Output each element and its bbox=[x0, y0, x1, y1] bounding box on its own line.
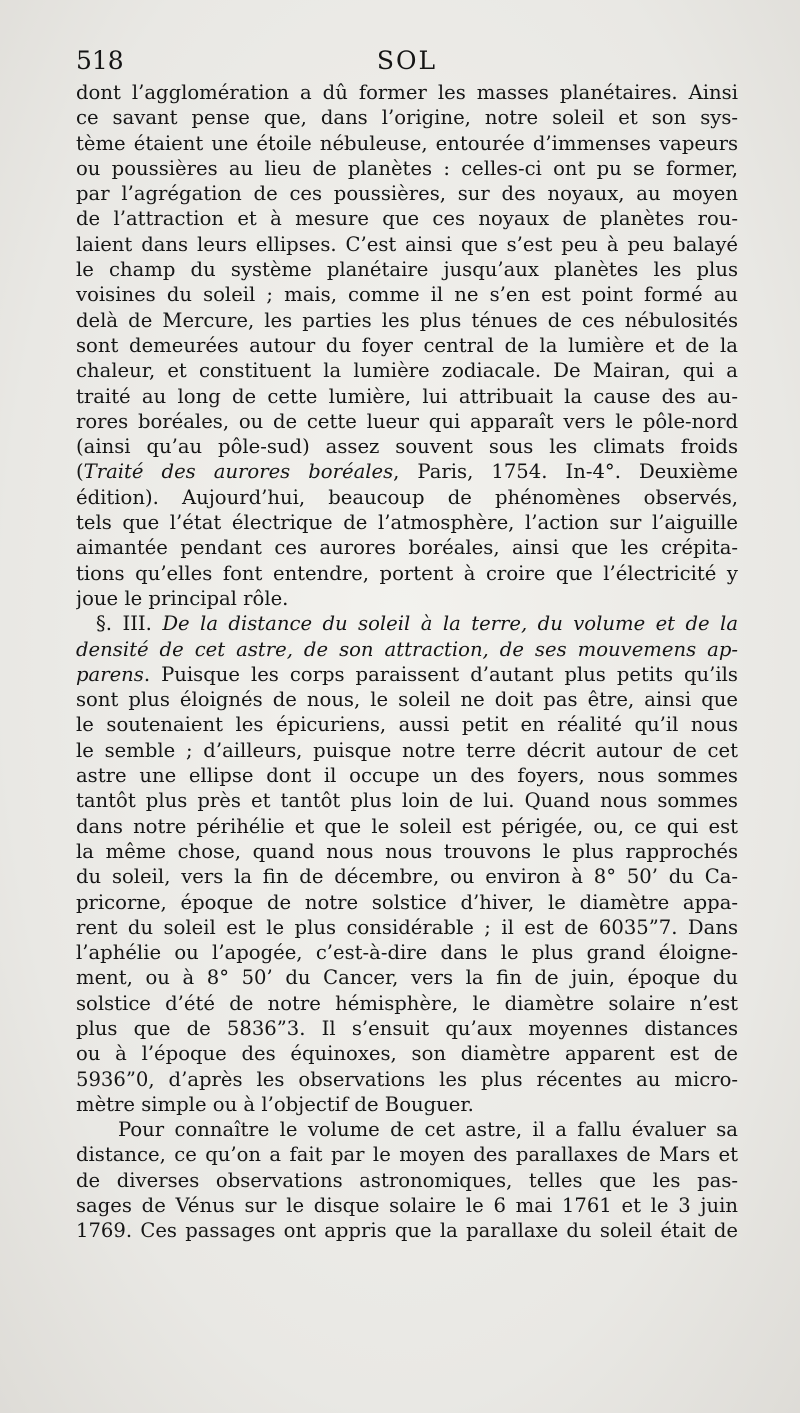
text-line: rent du soleil est le plus considérable ; il est de 6035”7. Dans bbox=[76, 915, 738, 939]
text-line: solstice d’été de notre hémisphère, le diamètre solaire n’est bbox=[76, 991, 738, 1015]
text-line: (ainsi qu’au pôle-sud) assez souvent sous les climats froids bbox=[76, 435, 738, 459]
text-line: le soutenaient les épicuriens, aussi petit en réalité qu’il nous bbox=[76, 713, 738, 737]
text-line: astre une ellipse dont il occupe un des foyers, nous sommes bbox=[76, 764, 738, 788]
text-line: voisines du soleil ; mais, comme il ne s’en est point formé au bbox=[76, 283, 738, 307]
text-line: rores boréales, ou de cette lueur qui apparaît vers le pôle-nord bbox=[76, 409, 738, 433]
text-line: dans notre périhélie et que le soleil est périgée, ou, ce qui est bbox=[76, 814, 738, 838]
text-line: sont demeurées autour du foyer central de la lumière et de la bbox=[76, 333, 738, 357]
text-line: ce savant pense que, dans l’origine, notre soleil et son sys- bbox=[76, 106, 738, 130]
text-line: Pour connaître le volume de cet astre, il a fallu évaluer sa bbox=[118, 1118, 738, 1142]
text-line: laient dans leurs ellipses. C’est ainsi que s’est peu à peu balayé bbox=[76, 232, 738, 256]
text-line: traité au long de cette lumière, lui attribuait la cause des au- bbox=[76, 384, 738, 408]
text-line: tels que l’état électrique de l’atmosphère, l’action sur l’aiguille bbox=[76, 511, 738, 535]
text-line: par l’agrégation de ces poussières, sur des noyaux, au moyen bbox=[76, 182, 738, 206]
text-line: mètre simple ou à l’objectif de Bouguer. bbox=[76, 1092, 474, 1116]
text-line: sages de Vénus sur le disque solaire le 6 mai 1761 et le 3 juin bbox=[76, 1194, 738, 1218]
text-line: ou poussières au lieu de planètes : celles-ci ont pu se former, bbox=[76, 156, 738, 180]
text-line: plus que de 5836”3. Il s’ensuit qu’aux moyennes distances bbox=[76, 1016, 738, 1040]
text-line: (Traité des aurores boréales, Paris, 1754. In-4°. Deuxième bbox=[76, 460, 738, 484]
text-line: édition). Aujourd’hui, beaucoup de phénomènes observés, bbox=[76, 485, 738, 509]
text-line: tions qu’elles font entendre, portent à croire que l’électricité y bbox=[76, 561, 738, 585]
text-line: tantôt plus près et tantôt plus loin de lui. Quand nous sommes bbox=[76, 789, 738, 813]
text-line: l’aphélie ou l’apogée, c’est-à-dire dans le plus grand éloigne- bbox=[76, 941, 738, 965]
text-line: joue le principal rôle. bbox=[76, 586, 289, 610]
text-line: densité de cet astre, de son attraction, de ses mouvemens ap- bbox=[76, 637, 738, 661]
text-line: aimantée pendant ces aurores boréales, ainsi que les crépita- bbox=[76, 536, 738, 560]
text-line: parens. Puisque les corps paraissent d’autant plus petits qu’ils bbox=[76, 662, 738, 686]
text-line: le champ du système planétaire jusqu’aux planètes les plus bbox=[76, 258, 738, 282]
running-title: SOL bbox=[376, 46, 438, 75]
text-line: 1769. Ces passages ont appris que la parallaxe du soleil était de bbox=[76, 1219, 738, 1243]
text-line: delà de Mercure, les parties les plus ténues de ces nébulosités bbox=[76, 308, 738, 332]
text-line: le semble ; d’ailleurs, puisque notre terre décrit autour de cet bbox=[76, 738, 738, 762]
page-number: 518 bbox=[76, 46, 124, 75]
text-line: ou à l’époque des équinoxes, son diamètre apparent est de bbox=[76, 1042, 738, 1066]
body-text bbox=[76, 80, 738, 1244]
page-header bbox=[76, 46, 738, 82]
text-line: sont plus éloignés de nous, le soleil ne doit pas être, ainsi que bbox=[76, 688, 738, 712]
text-line: du soleil, vers la fin de décembre, ou environ à 8° 50’ du Ca- bbox=[76, 865, 738, 889]
text-line: dont l’agglomération a dû former les masses planétaires. Ainsi bbox=[76, 81, 738, 104]
text-line: la même chose, quand nous nous trouvons le plus rapprochés bbox=[76, 839, 738, 863]
text-line: de diverses observations astronomiques, telles que les pas- bbox=[76, 1168, 738, 1192]
text-line: de l’attraction et à mesure que ces noyaux de planètes rou- bbox=[76, 207, 738, 231]
text-line: chaleur, et constituent la lumière zodiacale. De Mairan, qui a bbox=[76, 359, 738, 383]
text-line: §. III. De la distance du soleil à la terre, du volume et de la bbox=[96, 612, 738, 636]
text-line: distance, ce qu’on a fait par le moyen des parallaxes de Mars et bbox=[76, 1143, 738, 1167]
text-line: tème étaient une étoile nébuleuse, entourée d’immenses vapeurs bbox=[76, 131, 738, 155]
text-line: pricorne, époque de notre solstice d’hiver, le diamètre appa- bbox=[76, 890, 738, 914]
text-line: ment, ou à 8° 50’ du Cancer, vers la fin de juin, époque du bbox=[76, 966, 738, 990]
text-line: 5936”0, d’après les observations les plus récentes au micro- bbox=[76, 1067, 738, 1091]
